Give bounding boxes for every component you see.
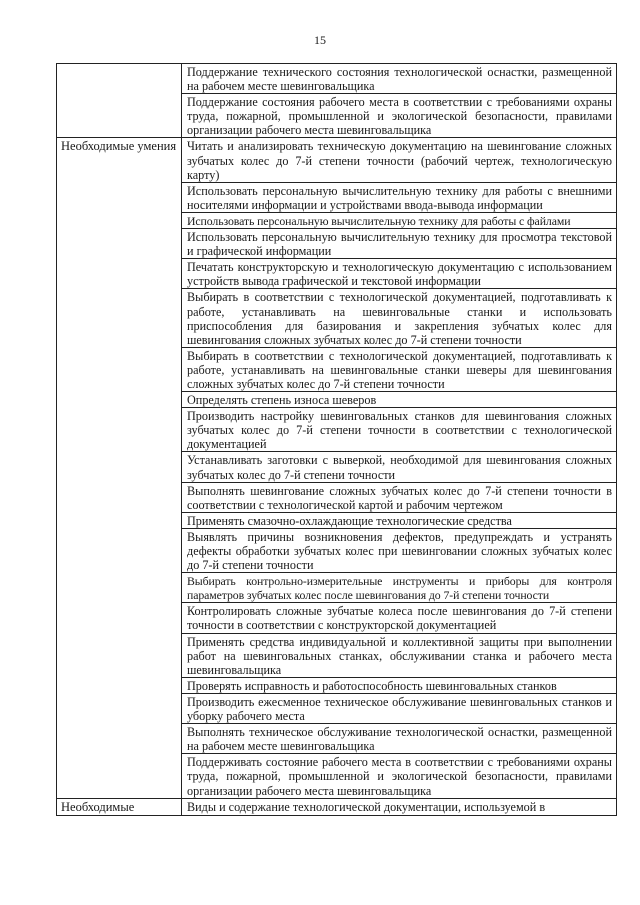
table-body (57, 64, 617, 816)
requirement-item: Производить ежесменное техническое обслуживание шевинговальных станков и уборку рабочего места (182, 693, 616, 723)
row-items-cell (182, 138, 617, 798)
requirement-item: Выявлять причины возникновения дефектов, предупреждать и устранять дефекты обработки зубчатых колес при шевинговании сложных зубчатых колес до 7-й степени точности (182, 528, 616, 572)
requirement-item: Поддержание технического состояния технологической оснастки, размещенной на рабочем месте шевинговальщика (187, 65, 612, 94)
requirement-item: Устанавливать заготовки с выверкой, необходимой для шевингования сложных зубчатых колес до 7-й степени точности (182, 451, 616, 481)
row-category-label: Необходимые умения (57, 138, 182, 798)
requirement-item: Проверять исправность и работоспособность шевинговальных станков (182, 677, 616, 693)
requirements-table (56, 63, 617, 816)
requirement-item: Применять смазочно-охлаждающие технологические средства (182, 512, 616, 528)
requirement-item: Использовать персональную вычислительную технику для просмотра текстовой и графической информации (182, 228, 616, 258)
requirement-item: Выполнять шевингование сложных зубчатых колес до 7-й степени точности в соответствии с технологической картой и рабочим чертежом (182, 482, 616, 512)
requirement-item: Использовать персональную вычислительную технику для работы с файлами (182, 212, 616, 228)
requirement-item: Контролировать сложные зубчатые колеса после шевингования до 7-й степени точности в соответствии с конструкторской документацией (182, 602, 616, 632)
page-number: 15 (314, 33, 326, 47)
requirement-item: Выбирать в соответствии с технологической документацией, подготавливать к работе, устанавливать на шевинговальные станки шеверы для шевингования сложных зубчатых колес до 7-й степени точности (182, 347, 616, 391)
requirement-item: Определять степень износа шеверов (182, 391, 616, 407)
table-row (57, 64, 617, 138)
table-row (57, 138, 617, 798)
requirement-item: Поддерживать состояние рабочего места в соответствии с требованиями охраны труда, пожарной, промышленной и экологической безопасности, правилами организации рабочего места шевинговальщика (182, 753, 616, 797)
requirement-item: Выбирать в соответствии с технологической документацией, подготавливать к работе, устанавливать на шевинговальные станки и использовать приспособления для базирования и закрепления зубчатых колес для шевингования сложных зубчатых колес до 7-й степени точности (182, 288, 616, 346)
row-category-label: Необходимые (57, 798, 182, 815)
requirement-item: Применять средства индивидуальной и коллективной защиты при выполнении работ на шевинговальных станках, обслуживании станка и рабочего места шевинговальщика (182, 633, 616, 677)
requirement-item: Виды и содержание технологической документации, используемой в (187, 799, 546, 814)
row-items-cell (182, 64, 617, 138)
requirement-item: Выполнять техническое обслуживание технологической оснастки, размещенной на рабочем месте шевинговальщика (182, 723, 616, 753)
requirement-item: Производить настройку шевинговальных станков для шевингования сложных зубчатых колес до 7-й степени точности в соответствии с технологической документацией (182, 407, 616, 451)
table-row (57, 798, 617, 815)
requirement-item: Поддержание состояния рабочего места в соответствии с требованиями охраны труда, пожарной, промышленной и экологической безопасности, правилами организации рабочего места шевинговальщика (182, 93, 616, 137)
requirement-item: Печатать конструкторскую и технологическую документацию с использованием устройств вывода графической и текстовой информации (182, 258, 616, 288)
row-items-cell (182, 798, 617, 815)
requirement-item: Использовать персональную вычислительную технику для работы с внешними носителями информации и устройствами ввода-вывода информации (182, 182, 616, 212)
requirement-item: Читать и анализировать техническую документацию на шевингование сложных зубчатых колес до 7-й степени точности (рабочий чертеж, технологическую карту) (187, 139, 612, 182)
requirement-item: Выбирать контрольно-измерительные инструменты и приборы для контроля параметров зубчатых колес после шевингования до 7-й степени точности (182, 572, 616, 602)
row-category-label (57, 64, 182, 138)
